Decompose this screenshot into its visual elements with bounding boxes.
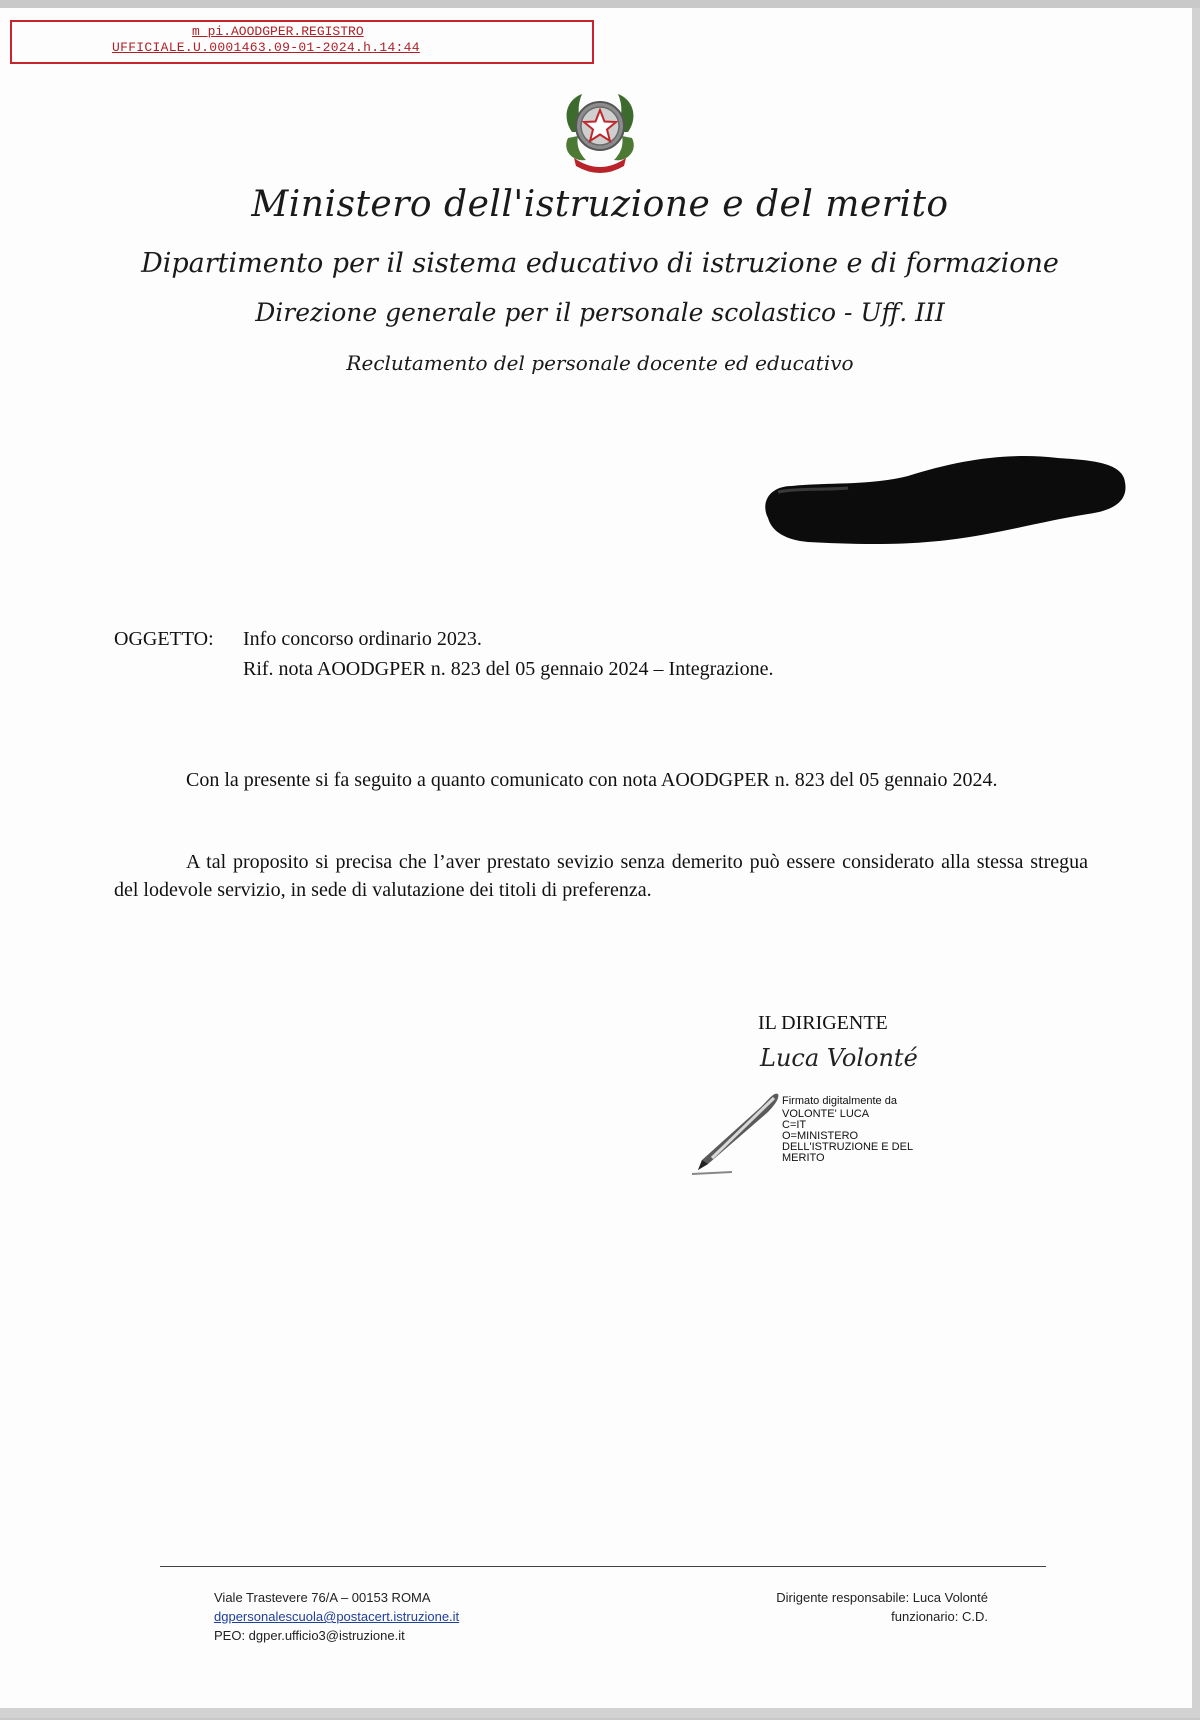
footer-responsible-manager: Dirigente responsabile: Luca Volonté bbox=[776, 1590, 988, 1605]
protocol-line-1: m_pi.AOODGPER.REGISTRO bbox=[192, 24, 364, 39]
footer-responsible bbox=[746, 1588, 988, 1626]
signatory-name: Luca Volonté bbox=[760, 1044, 918, 1072]
ministry-name: Ministero dell'istruzione e del merito bbox=[251, 184, 949, 225]
footer-pec-link[interactable]: dgpersonalescuola@postacert.istruzione.it bbox=[214, 1609, 460, 1624]
office-name: Reclutamento del personale docente ed educativo bbox=[346, 351, 854, 375]
footer-peo: PEO: dgper.ufficio3@istruzione.it bbox=[214, 1628, 405, 1643]
footer-address: Viale Trastevere 76/A – 00153 ROMA bbox=[214, 1590, 431, 1605]
department-name: Dipartimento per il sistema educativo di istruzione e di formazione bbox=[141, 248, 1059, 279]
protocol-stamp bbox=[10, 20, 594, 64]
body-paragraph-1: Con la presente si fa seguito a quanto comunicato con nota AOODGPER n. 823 del 05 gennaio 2024. bbox=[186, 769, 998, 791]
digital-signature-block bbox=[782, 1096, 982, 1164]
footer-officer: funzionario: C.D. bbox=[891, 1609, 988, 1624]
digital-signature-line-5: DELL'ISTRUZIONE E DEL bbox=[782, 1141, 914, 1153]
subject-line-1: Info concorso ordinario 2023. bbox=[243, 628, 482, 650]
document-page bbox=[0, 8, 1200, 1718]
italian-republic-emblem-icon bbox=[558, 88, 642, 176]
digital-signature-line-1: Firmato digitalmente da bbox=[782, 1095, 897, 1107]
body-paragraph-2: A tal proposito si precisa che l’aver prestato sevizio senza demerito può essere considerato alla stessa stregua del lodevole servizio, in sede di valutazione dei titoli di preferenza. bbox=[114, 851, 1088, 901]
redaction-mark bbox=[758, 440, 1128, 548]
digital-signature-line-4: O=MINISTERO bbox=[782, 1130, 859, 1142]
footer-contacts bbox=[214, 1588, 459, 1645]
digital-signature-line-6: MERITO bbox=[782, 1152, 825, 1164]
subject-line-2: Rif. nota AOODGPER n. 823 del 05 gennaio 2024 – Integrazione. bbox=[243, 658, 774, 680]
direction-name: Direzione generale per il personale scolastico - Uff. III bbox=[255, 298, 945, 327]
digital-signature-line-2: VOLONTE' LUCA bbox=[782, 1108, 870, 1120]
signatory-title: IL DIRIGENTE bbox=[758, 1012, 888, 1034]
pen-icon bbox=[688, 1090, 784, 1176]
protocol-line-2: UFFICIALE.U.0001463.09-01-2024.h.14:44 bbox=[112, 40, 420, 55]
subject-label: OGGETTO: bbox=[114, 628, 214, 650]
footer-divider bbox=[160, 1566, 1046, 1567]
digital-signature-line-3: C=IT bbox=[782, 1119, 807, 1131]
